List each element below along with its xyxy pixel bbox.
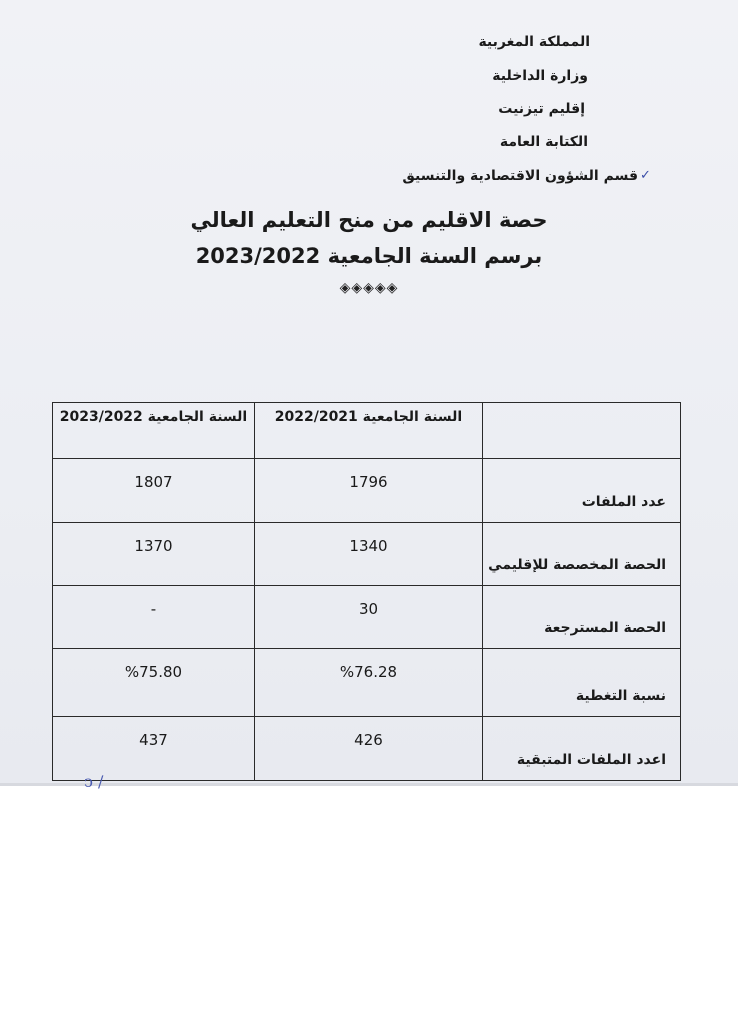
ornament-divider: ◈◈◈◈◈ (339, 280, 399, 296)
cell-2021: 1796 (255, 459, 483, 523)
row-label: الحصة المسترجعة (483, 586, 681, 649)
scan-edge (0, 783, 738, 786)
table-header-empty (483, 403, 681, 459)
table-header-2022: السنة الجامعية 2023/2022 (53, 403, 255, 459)
table-row (53, 523, 681, 586)
row-label: الحصة المخصصة للإقليمي (483, 523, 681, 586)
cell-2022: 1807 (53, 459, 255, 523)
cell-2021: 426 (255, 717, 483, 781)
tick-mark: ✓ (640, 168, 651, 183)
document-title: حصة الاقليم من منح التعليم العالي (190, 208, 548, 232)
document-subtitle: برسم السنة الجامعية 2023/2022 (195, 244, 543, 268)
row-label: عدد الملفات (483, 459, 681, 523)
cell-2022: - (53, 586, 255, 649)
header-kingdom: المملكة المغربية (478, 34, 590, 50)
cell-2022: 1370 (53, 523, 255, 586)
cell-2021: %76.28 (255, 649, 483, 717)
header-division: قسم الشؤون الاقتصادية والتنسيق (402, 168, 638, 184)
table-header-2021: السنة الجامعية 2022/2021 (255, 403, 483, 459)
table-row (53, 717, 681, 781)
cell-2021: 1340 (255, 523, 483, 586)
scholarship-table (52, 402, 681, 781)
table-row (53, 586, 681, 649)
header-ministry: وزارة الداخلية (492, 68, 588, 84)
cell-2021: 30 (255, 586, 483, 649)
row-label: اعدد الملفات المتبقية (483, 717, 681, 781)
pen-mark: ↄ ∕ (84, 772, 104, 791)
row-label: نسبة التغطية (483, 649, 681, 717)
header-secretariat: الكتابة العامة (499, 134, 588, 150)
header-province: إقليم تيزنيت (498, 101, 585, 117)
cell-2022: 437 (53, 717, 255, 781)
table-row (53, 649, 681, 717)
cell-2022: %75.80 (53, 649, 255, 717)
table-header-row (53, 403, 681, 459)
table-row (53, 459, 681, 523)
